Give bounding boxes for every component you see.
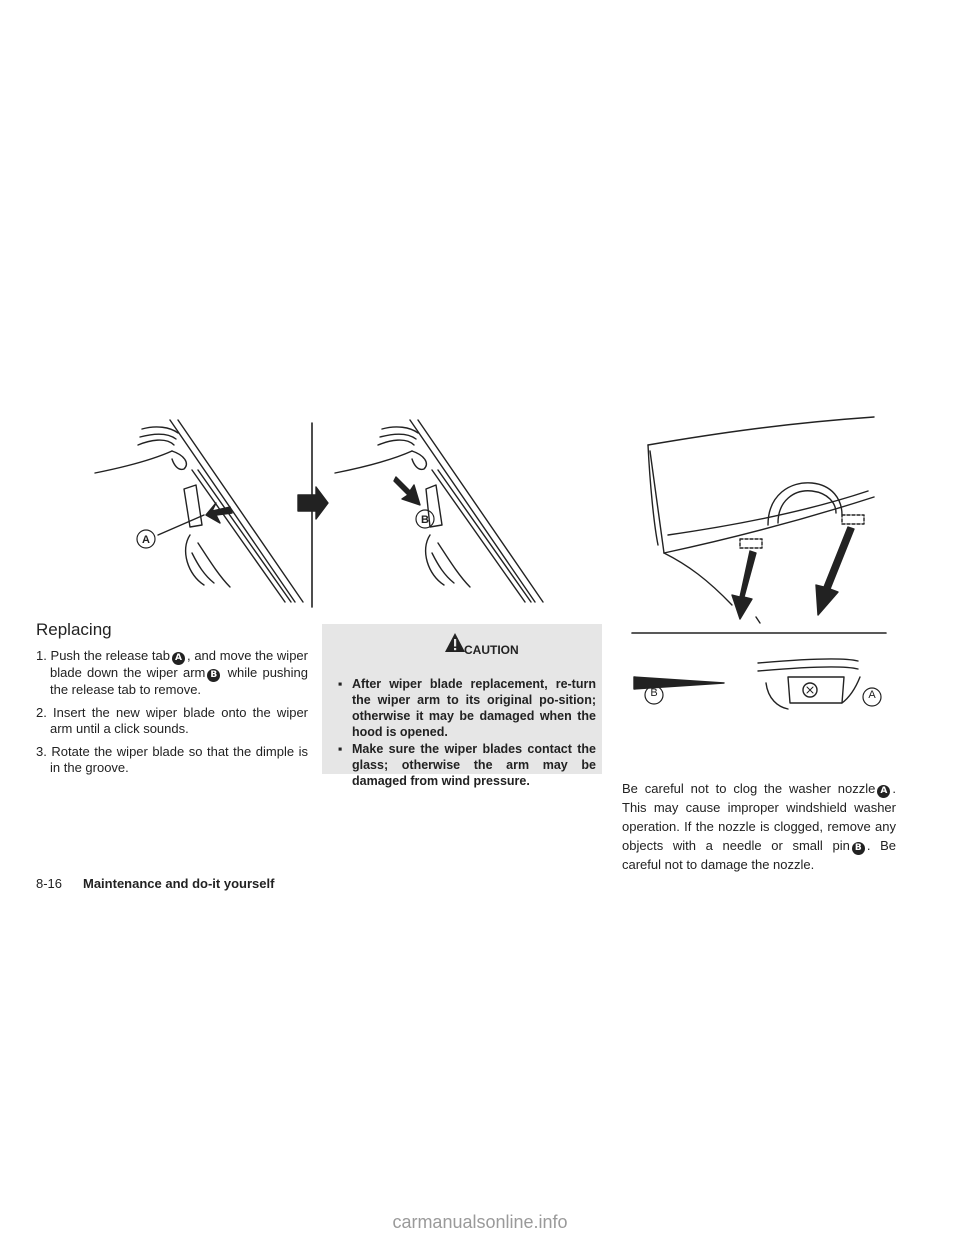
section-heading: Replacing — [36, 620, 112, 639]
wiper-remove-panel — [95, 420, 303, 602]
section-title: Maintenance and do-it yourself — [83, 876, 275, 891]
washer-nozzle-illustration — [628, 415, 890, 715]
caution-item: ▪ After wiper blade replacement, re-turn the wiper arm to its original po-sition; otherwise it may be damaged when the hood is opened. — [338, 676, 596, 740]
callout-b-label: B — [421, 514, 429, 526]
callout-a-badge: A — [877, 785, 890, 798]
step-item: 1. Push the release tab A , and move the wiper blade down the wiper arm B while pushing the release tab to remove. — [36, 648, 308, 697]
step-item: 3. Rotate the wiper blade so that the dimple is in the groove. — [36, 743, 308, 775]
warning-triangle-icon — [444, 632, 466, 654]
caution-title: CAUTION — [464, 643, 519, 657]
callout-b-badge: B — [852, 842, 865, 855]
watermark: carmanualsonline.info — [392, 1212, 568, 1232]
steps-list — [36, 648, 308, 783]
wiper-replacement-illustration — [80, 415, 560, 610]
nozzle-callout-a-label: A — [868, 689, 876, 701]
wiper-install-panel — [335, 420, 543, 602]
nozzle-callout-b-label: B — [650, 687, 658, 699]
nozzle-arrow-icon — [816, 527, 854, 615]
page-number: 8-16 — [36, 876, 63, 891]
caution-box — [322, 624, 602, 788]
step-item: 2. Insert the new wiper blade onto the wiper arm until a click sounds. — [36, 704, 308, 736]
caution-list — [322, 676, 602, 789]
callout-a-badge: A — [172, 652, 185, 665]
hood-outline — [648, 417, 874, 605]
nozzle-note: Be careful not to clog the washer nozzle A . This may cause improper windshield washer operation. If the nozzle is clogged, remove any objects with a needle or small pin B . Be careful not to damage the nozzle. — [622, 781, 896, 872]
next-step-arrow-icon — [298, 487, 328, 519]
callout-a-label: A — [142, 534, 150, 546]
nozzle-arrow-icon — [732, 551, 756, 619]
caution-item: ▪ Make sure the wiper blades contact the glass; otherwise the arm may be damaged from wind pressure. — [338, 741, 596, 789]
callout-b-badge: B — [207, 669, 220, 682]
